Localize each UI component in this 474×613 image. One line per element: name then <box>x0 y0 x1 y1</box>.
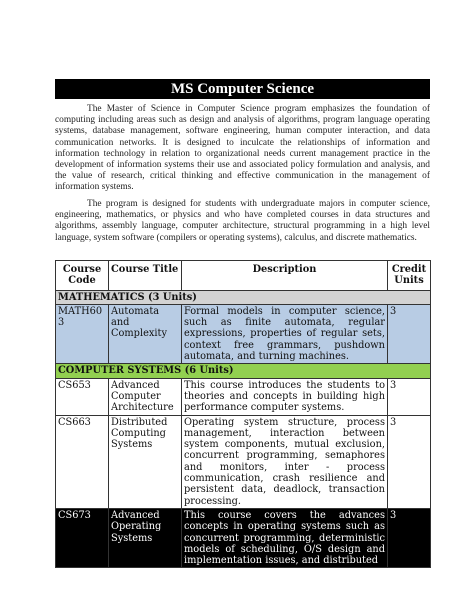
course-table <box>55 260 431 568</box>
credit-units: 3 <box>388 304 431 363</box>
course-description: Operating system structure, process management, interaction between system components, mutual exclusion, concurrent programming, semaphores and monitors, inter - process communication, crash resilience and persistent data, deadlock, transaction processing. <box>182 415 388 508</box>
course-title: Advanced Computer Architecture <box>109 378 182 415</box>
course-code: CS653 <box>56 378 109 415</box>
table-row <box>56 378 431 415</box>
header-description: Description <box>182 261 388 291</box>
course-code: CS673 <box>56 508 109 567</box>
table-row <box>56 415 431 508</box>
course-description: This course covers the advances concepts in operating systems such as concurrent programming, deterministic models of scheduling, O/S design and implementation issues, and distributed <box>182 508 388 567</box>
table-header-row <box>56 261 431 291</box>
course-title: Distributed Computing Systems <box>109 415 182 508</box>
credit-units: 3 <box>388 415 431 508</box>
intro-paragraph: The Master of Science in Computer Science program emphasizes the foundation of computing including areas such as design and analysis of algorithms, program language operating systems, database management, software engineering, human computer interaction, and data communication networks. It is designed to inculcate the relationships of information and information technology in relation to organizational needs current management practice in the development of information systems their use and associated policy formulation and analysis, and the value of research, critical thinking and effective communication in the management of information systems. <box>55 104 430 193</box>
course-description: This course introduces the students to theories and concepts in building high performance computer systems. <box>182 378 388 415</box>
course-code: CS663 <box>56 415 109 508</box>
requirements-paragraph: The program is designed for students with undergraduate majors in computer science, engineering, mathematics, or physics and who have completed courses in data structures and algorithms, assembly language, computer architecture, structural programming in a high level language, system software (compilers or operating systems), calculus, and discrete mathematics. <box>55 199 430 243</box>
course-code: MATH603 <box>56 304 109 363</box>
header-course-code: Course Code <box>56 261 109 291</box>
header-course-title: Course Title <box>109 261 182 291</box>
table-row <box>56 304 431 363</box>
course-title: Advanced Operating Systems <box>109 508 182 567</box>
section-label: COMPUTER SYSTEMS (6 Units) <box>56 364 431 378</box>
section-label: MATHEMATICS (3 Units) <box>56 290 431 304</box>
credit-units: 3 <box>388 378 431 415</box>
section-row-computer-systems <box>56 364 431 378</box>
table-row <box>56 508 431 567</box>
section-row-mathematics <box>56 290 431 304</box>
header-credit-units: Credit Units <box>388 261 431 291</box>
page-title: MS Computer Science <box>55 79 430 99</box>
course-description: Formal models in computer science, such as finite automata, regular expressions, properties of regular sets, context free grammars, pushdown automata, and turning machines. <box>182 304 388 363</box>
course-title: Automata and Complexity <box>109 304 182 363</box>
credit-units: 3 <box>388 508 431 567</box>
